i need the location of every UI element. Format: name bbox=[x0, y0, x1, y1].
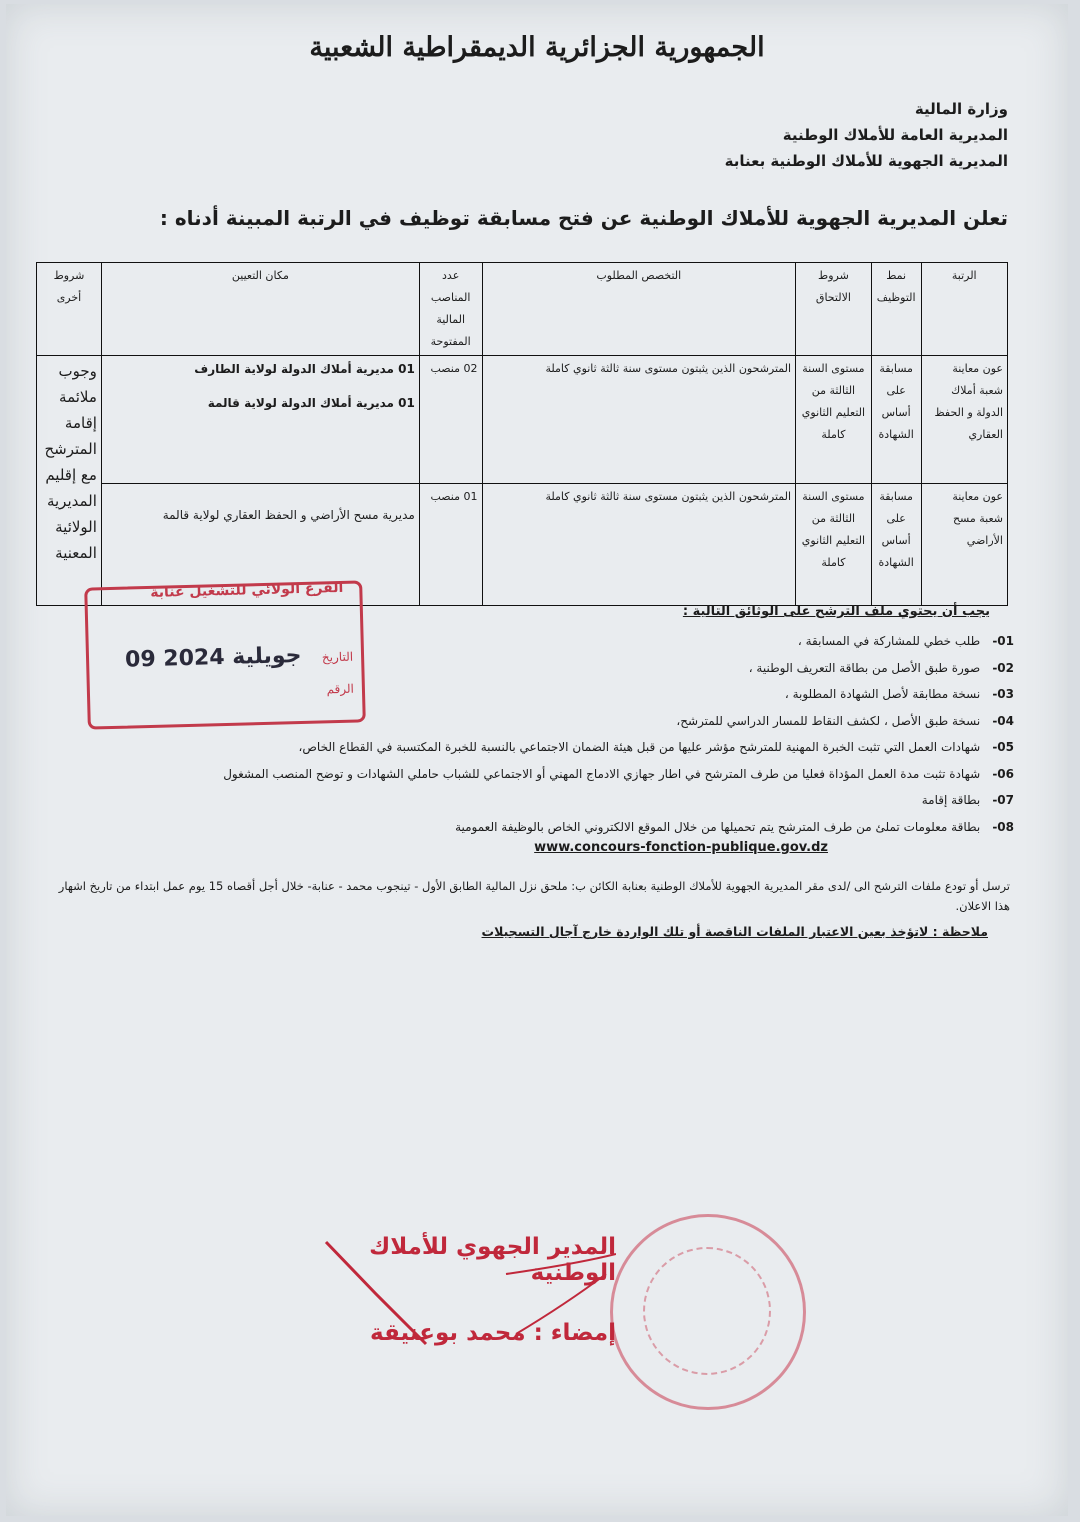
posts-cell: 01 منصب bbox=[419, 484, 482, 606]
list-item bbox=[154, 761, 1014, 788]
item-number: 03- bbox=[992, 687, 1014, 701]
submission-instructions: ترسل أو تودع ملفات الترشح الى /لدى مقر المديرية الجهوية للأملاك الوطنية بعنابة الكائن ب: ملحق نزل المالية الطابق الأول - تينجوب محمد - عنابة- خلال أجل أقصاه 15 يوم عمل ابتداء من تاريخ اشهار هذا الاعلان. bbox=[58, 879, 1010, 913]
item-number: 06- bbox=[992, 766, 1014, 781]
item-number: 05- bbox=[992, 740, 1014, 754]
stamp-header: الفرع الولائي للتشغيل عنابة bbox=[150, 579, 344, 601]
table-row bbox=[37, 356, 1008, 484]
list-item bbox=[154, 734, 1014, 761]
signatory-title: المدير الجهوي للأملاك الوطنية bbox=[369, 1234, 616, 1286]
item-text: شهادة تثبت مدة العمل المؤداة فعليا من طرف المترشح في اطار جهازي الادماج المهني أو الاجتماعي للشباب حاملي الشهادات و توضح المنصب المشغول bbox=[223, 766, 981, 781]
stamp-date-label: التاريخ bbox=[321, 649, 354, 665]
header-specialty: التخصص المطلوب bbox=[482, 263, 796, 356]
item-number: 02- bbox=[992, 660, 1014, 675]
stamp-number-label: الرقم bbox=[326, 681, 355, 697]
republic-title: الجمهورية الجزائرية الديمقراطية الشعبية bbox=[309, 32, 765, 63]
location-line: 01 مديرية أملاك الدولة لولاية الطارف bbox=[194, 362, 415, 376]
item-number: 01- bbox=[992, 634, 1014, 648]
stamp-date: 09 جويلية 2024 bbox=[124, 643, 302, 673]
table-header-row bbox=[37, 263, 1008, 356]
rank-cell: عون معاينة شعبة مسح الأراضي bbox=[921, 484, 1008, 606]
specialty-cell: المترشحون الذين يثبتون مستوى سنة ثالثة ثانوي كاملة bbox=[482, 484, 796, 606]
list-item bbox=[154, 814, 1014, 841]
item-number: 07- bbox=[992, 793, 1014, 807]
item-text: صورة طبق الأصل من بطاقة التعريف الوطنية ، bbox=[748, 660, 981, 675]
announcement-heading: تعلن المديرية الجهوية للأملاك الوطنية عن فتح مسابقة توظيف في الرتبة المبينة أدناه : bbox=[159, 206, 1008, 230]
list-item bbox=[154, 787, 1014, 814]
directorate-regional-line: المديرية الجهوية للأملاك الوطنية بعنابة bbox=[724, 152, 1008, 170]
header-other: شروط أخرى bbox=[37, 263, 102, 356]
official-seal bbox=[610, 1214, 806, 1410]
location-line: 01 مديرية أملاك الدولة لولاية قالمة bbox=[207, 396, 415, 410]
mode-cell: مسابقة على أساس الشهادة bbox=[871, 484, 921, 606]
item-number: 08- bbox=[992, 819, 1014, 834]
rank-cell: عون معاينة شعبة أملاك الدولة و الحفظ العقاري bbox=[921, 356, 1008, 484]
other-conditions-cell: وجوب ملائمة إقامة المترشح مع إقليم المديرية الولائية المعنية bbox=[37, 356, 102, 606]
item-number: 04- bbox=[992, 713, 1014, 728]
positions-table bbox=[36, 262, 1008, 606]
header-location: مكان التعيين bbox=[101, 263, 419, 356]
signature-scribble-icon bbox=[316, 1234, 616, 1364]
signatory-name: إمضاء : محمد بوعنيقة bbox=[370, 1320, 616, 1346]
location-cell bbox=[101, 356, 419, 484]
received-date-stamp bbox=[84, 580, 366, 729]
documents-title: يجب أن يحتوي ملف الترشح على الوثائق التالية : bbox=[682, 604, 990, 619]
note-line: ملاحظة : لاتؤخذ بعين الاعتبار الملفات الناقصة أو تلك الواردة خارج آجال التسجيلات bbox=[481, 924, 988, 939]
item-text: بطاقة إقامة bbox=[921, 793, 981, 807]
website-link[interactable]: www.concours-fonction-publique.gov.dz bbox=[534, 840, 828, 855]
mode-cell: مسابقة على أساس الشهادة bbox=[871, 356, 921, 484]
item-text: نسخة مطابقة لأصل الشهادة المطلوبة ، bbox=[784, 687, 981, 701]
signature-block bbox=[316, 1234, 616, 1346]
ministry-line: وزارة المالية bbox=[914, 100, 1008, 118]
posts-cell: 02 منصب bbox=[419, 356, 482, 484]
specialty-cell: المترشحون الذين يثبتون مستوى سنة ثالثة ثانوي كاملة bbox=[482, 356, 796, 484]
header-rank: الرتبة bbox=[921, 263, 1008, 356]
item-text: نسخة طبق الأصل ، لكشف النقاط للمسار الدراسي للمترشح، bbox=[676, 713, 981, 728]
directorate-general-line: المديرية العامة للأملاك الوطنية bbox=[782, 126, 1008, 144]
header-conditions: شروط الالتحاق bbox=[796, 263, 872, 356]
item-text: طلب خطي للمشاركة في المسابقة ، bbox=[797, 634, 981, 648]
location-line: مديرية مسح الأراضي و الحفظ العقاري لولاية قالمة bbox=[162, 508, 415, 522]
header-mode: نمط التوظيف bbox=[871, 263, 921, 356]
issuer-block bbox=[508, 96, 1008, 174]
conditions-cell: مستوى السنة الثالثة من التعليم الثانوي كاملة bbox=[796, 484, 872, 606]
item-text: شهادات العمل التي تثبت الخبرة المهنية للمترشح مؤشر عليها من قبل هيئة الضمان الاجتماعي بالنسبة للخبرة المكتسبة في القطاع الخاص، bbox=[298, 740, 981, 754]
document-page bbox=[6, 4, 1068, 1516]
conditions-cell: مستوى السنة الثالثة من التعليم الثانوي كاملة bbox=[796, 356, 872, 484]
header-posts: عدد المناصب المالية المفتوحة bbox=[419, 263, 482, 356]
item-text: بطاقة معلومات تملئ من طرف المترشح يتم تحميلها من خلال الموقع الالكتروني الخاص بالوظيفة العمومية bbox=[455, 819, 981, 834]
